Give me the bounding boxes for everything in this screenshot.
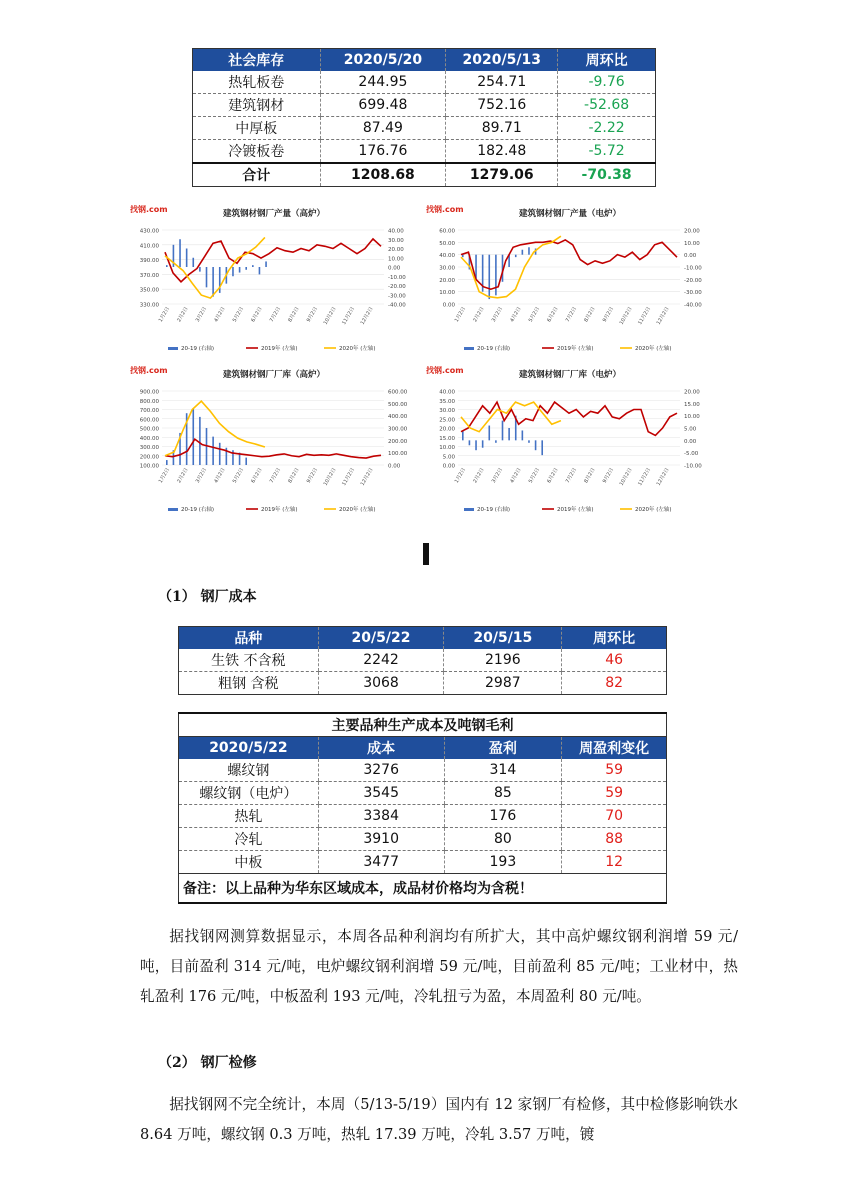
chart-title: 建筑钢材钢厂厂库（电炉） [518,370,622,380]
x-tick-label: 5月2日 [231,306,246,324]
table-row [179,672,667,695]
x-tick-label: 3月2日 [194,306,209,324]
table-header-row [179,737,667,760]
y-tick-label: 35.00 [439,398,455,405]
table-cell: 176 [444,805,562,828]
bar-mark [199,267,201,272]
y-tick-label: 200.00 [139,454,159,461]
table-cell: -9.76 [558,71,656,94]
inventory-table [192,48,656,187]
table-cell: 85 [444,782,562,805]
x-tick-label: 10月2日 [322,306,338,326]
table-total-row [193,163,656,187]
table-cell: 752.16 [446,94,558,117]
column-header: 20/5/22 [318,627,444,650]
y2-tick-label: 20.00 [388,247,404,253]
y2-tick-label: -30.00 [388,293,406,300]
table-row [179,759,667,782]
paragraph-profit: 据找钢网测算数据显示，本周各品种利润均有所扩大，其中高炉螺纹钢利润增 59 元/吨，目前盈利 314 元/吨，电炉螺纹钢利润增 59 元/吨，目前盈利 85 元/吨；工业材中，热轧盈利 176 元/吨，中板盈利 193 元/吨，冷轧扭亏为盈，本周盈利 80 元/吨。 [140,928,738,1005]
section-marker [423,543,429,565]
table-cell: 热轧板卷 [193,71,321,94]
x-tick-label: 8月2日 [583,306,597,324]
y-tick-label: 10.00 [439,290,455,297]
y-tick-label: 300.00 [139,445,159,451]
table-cell: 冷轧 [179,828,319,851]
y2-tick-label: 600.00 [388,389,408,396]
y-tick-label: 30.00 [439,265,455,272]
paragraph-maintenance: 据找钢网不完全统计，本周（5/13-5/19）国内有 12 家钢厂有检修，其中检修影响铁水 8.64 万吨，螺纹钢 0.3 万吨，热轧 17.39 万吨，冷轧 3.57 万吨，镀 [140,1096,738,1143]
x-tick-label: 6月2日 [250,467,264,485]
column-header: 周盈利变化 [562,737,667,760]
x-tick-label: 12月2日 [655,467,671,487]
bar-mark [239,267,241,273]
y-tick-label: 5.00 [442,454,455,461]
column-header: 2020/5/22 [179,737,319,760]
chart-svg [424,200,716,358]
legend-label-red: 2019年 (左轴) [557,507,594,513]
table-cell: 87.49 [320,117,446,140]
bar-mark [522,430,524,440]
table-cell: 314 [444,759,562,782]
x-tick-label: 10月2日 [618,306,634,326]
y2-tick-label: -20.00 [388,284,406,290]
table-row [193,140,656,164]
y-tick-label: 500.00 [139,426,159,433]
table-cell: 254.71 [446,71,558,94]
bar-mark [522,250,524,255]
table-cell: 3910 [318,828,444,851]
x-tick-label: 3月2日 [490,467,505,485]
x-tick-label: 11月2日 [341,306,357,326]
chart-blast-furnace-output [128,200,420,358]
x-tick-label: 6月2日 [546,306,560,324]
x-tick-label: 5月2日 [231,467,246,485]
bar-mark [166,265,168,267]
y-tick-label: 20.00 [439,277,455,284]
table-row [179,782,667,805]
chart-svg [128,200,420,358]
legend-label-bar: 20-19 (右轴) [477,346,511,352]
table-note: 备注：以上品种为华东区域成本，成品材价格均为含税！ [179,874,667,904]
x-tick-label: 2月2日 [176,306,190,324]
bar-mark [192,258,194,267]
y-tick-label: 60.00 [439,228,455,235]
bar-mark [245,458,247,465]
bar-mark [541,440,543,455]
table-row [193,94,656,117]
x-tick-label: 4月2日 [509,467,523,485]
y-tick-label: 410.00 [139,243,159,250]
bar-mark [488,426,490,441]
bar-mark [219,443,221,465]
table-row [179,805,667,828]
bar-mark [495,255,497,296]
x-tick-label: 7月2日 [564,467,579,485]
x-tick-label: 9月2日 [601,306,616,324]
bar-mark [206,267,208,287]
table-cell: 70 [562,805,667,828]
y2-tick-label: 400.00 [388,414,408,421]
x-tick-label: 9月2日 [305,467,320,485]
table-cell: 2242 [318,649,444,672]
table-cell: -2.22 [558,117,656,140]
y2-tick-label: 0.00 [388,265,401,272]
table-cell: 合计 [193,163,321,187]
x-tick-label: 8月2日 [287,306,301,324]
table-row [179,851,667,874]
chart-electric-furnace-output [424,200,716,358]
x-tick-label: 5月2日 [527,467,542,485]
legend-swatch-bar [464,347,474,350]
x-tick-label: 9月2日 [601,467,616,485]
bar-mark [482,440,484,447]
y-tick-label: 40.00 [439,389,455,396]
x-tick-label: 11月2日 [341,467,357,487]
y-tick-label: 430.00 [139,228,159,235]
line-2019 [165,439,381,458]
chart-title: 建筑钢材钢厂产量（高炉） [222,209,326,219]
table-cell: 46 [562,649,667,672]
x-tick-label: 1月2日 [157,467,172,485]
y-tick-label: 370.00 [139,272,159,279]
bar-mark [528,247,530,254]
y-tick-label: 40.00 [439,253,455,260]
x-tick-label: 10月2日 [618,467,634,487]
legend-label-red: 2019年 (左轴) [261,346,298,352]
table-cell: 88 [562,828,667,851]
chart-logo: 找钢.com [130,205,168,214]
legend-label-red: 2019年 (左轴) [261,507,298,513]
y-tick-label: 30.00 [439,408,455,414]
y-tick-label: 15.00 [439,435,455,442]
table-cell: 1279.06 [446,163,558,187]
y-tick-label: 10.00 [439,445,455,451]
y2-tick-label: 0.00 [684,253,697,260]
bar-mark [252,265,254,267]
x-tick-label: 2月2日 [176,467,190,485]
y2-tick-label: -40.00 [684,302,702,309]
bar-mark [469,440,471,445]
x-tick-label: 12月2日 [655,306,671,326]
chart-title: 建筑钢材钢厂产量（电炉） [518,209,622,219]
legend-swatch-bar [464,508,474,511]
table-title: 主要品种生产成本及吨钢毛利 [179,713,667,737]
table-cell: 螺纹钢（电炉） [179,782,319,805]
x-tick-label: 5月2日 [527,306,542,324]
table-row [179,649,667,672]
y-tick-label: 700.00 [139,408,159,414]
y2-tick-label: -30.00 [684,290,702,297]
bar-mark [535,440,537,450]
x-tick-label: 7月2日 [268,306,283,324]
bar-mark [265,261,267,267]
column-header: 2020/5/20 [320,49,446,72]
legend-label-bar: 20-19 (右轴) [477,507,511,513]
section-title-cost: （1） 钢厂成本 [158,589,257,605]
x-tick-label: 7月2日 [564,306,579,324]
y2-tick-label: 500.00 [388,401,408,408]
table-cell: 59 [562,759,667,782]
table-title-row [179,713,667,737]
y-tick-label: 50.00 [439,240,455,247]
legend-swatch-bar [168,347,178,350]
bar-mark [495,440,497,442]
x-tick-label: 4月2日 [213,306,227,324]
y2-tick-label: 15.00 [684,401,700,408]
y-tick-label: 20.00 [439,426,455,433]
y2-tick-label: 10.00 [388,256,404,263]
y2-tick-label: 10.00 [684,240,700,247]
y-tick-label: 390.00 [139,258,159,265]
margin-table [178,712,667,904]
x-tick-label: 2月2日 [472,467,486,485]
table-row [193,71,656,94]
y-tick-label: 0.00 [442,463,455,470]
table-cell: 59 [562,782,667,805]
x-tick-label: 8月2日 [287,467,301,485]
x-tick-label: 4月2日 [509,306,523,324]
table-cell: 80 [444,828,562,851]
table-cell: 1208.68 [320,163,446,187]
y2-tick-label: 0.00 [684,438,697,445]
y2-tick-label: 10.00 [684,414,700,421]
bar-mark [186,249,188,268]
line-2019 [165,239,381,282]
column-header: 周环比 [558,49,656,72]
bar-mark [245,267,247,270]
table-cell: 89.71 [446,117,558,140]
x-tick-label: 12月2日 [359,306,375,326]
column-header: 2020/5/13 [446,49,558,72]
y2-tick-label: 200.00 [388,438,408,445]
y-tick-label: 350.00 [139,287,159,294]
bar-mark [259,267,261,274]
y2-tick-label: -40.00 [388,302,406,309]
y2-tick-label: 5.00 [684,426,697,433]
table-cell: 中厚板 [193,117,321,140]
chart-logo: 找钢.com [130,366,168,375]
y-tick-label: 600.00 [139,417,159,424]
table-cell: 热轧 [179,805,319,828]
table-cell: 粗钢 含税 [179,672,319,695]
column-header: 品种 [179,627,319,650]
legend-swatch-bar [168,508,178,511]
table-cell: 82 [562,672,667,695]
bar-mark [179,239,181,267]
x-tick-label: 1月2日 [453,306,468,324]
x-tick-label: 11月2日 [637,467,653,487]
y2-tick-label: 20.00 [684,228,700,235]
chart-svg [128,361,420,519]
legend-label-bar: 20-19 (右轴) [181,507,215,513]
legend-label-yellow: 2020年 (左轴) [635,346,672,352]
bar-mark [528,440,530,442]
bar-mark [212,437,214,465]
table-cell: 建筑钢材 [193,94,321,117]
y2-tick-label: 20.00 [684,389,700,396]
chart-title: 建筑钢材钢厂厂库（高炉） [222,370,326,380]
x-tick-label: 1月2日 [157,306,172,324]
y-tick-label: 800.00 [139,398,159,405]
column-header: 周环比 [562,627,667,650]
column-header: 20/5/15 [444,627,562,650]
legend-label-yellow: 2020年 (左轴) [635,507,672,513]
x-tick-label: 12月2日 [359,467,375,487]
x-tick-label: 4月2日 [213,467,227,485]
legend-label-yellow: 2020年 (左轴) [339,507,376,513]
y-tick-label: 400.00 [139,435,159,442]
table-note-row [179,874,667,904]
table-cell: 中板 [179,851,319,874]
y2-tick-label: 30.00 [388,237,404,244]
chart-svg [424,361,716,519]
table-cell: 螺纹钢 [179,759,319,782]
y2-tick-label: 40.00 [388,228,404,235]
table-cell: -70.38 [558,163,656,187]
y2-tick-label: -10.00 [684,265,702,272]
column-header: 成本 [318,737,444,760]
x-tick-label: 6月2日 [250,306,264,324]
x-tick-label: 7月2日 [268,467,283,485]
table-cell: 182.48 [446,140,558,164]
bar-mark [515,255,517,257]
y-tick-label: 900.00 [139,389,159,396]
x-tick-label: 11月2日 [637,306,653,326]
table-cell: -5.72 [558,140,656,164]
chart-logo: 找钢.com [426,205,464,214]
bar-mark [232,267,234,276]
bar-mark [166,460,168,465]
table-cell: 3545 [318,782,444,805]
legend-label-red: 2019年 (左轴) [557,346,594,352]
cost-table [178,626,667,695]
legend-label-yellow: 2020年 (左轴) [339,346,376,352]
bar-mark [199,417,201,465]
y-tick-label: 0.00 [442,302,455,309]
table-cell: 3276 [318,759,444,782]
table-cell: 193 [444,851,562,874]
table-cell: 2196 [444,649,562,672]
y2-tick-label: -20.00 [684,277,702,284]
x-tick-label: 1月2日 [453,467,468,485]
y-tick-label: 25.00 [439,417,455,424]
line-2019 [461,240,677,289]
table-cell: 244.95 [320,71,446,94]
table-cell: 3384 [318,805,444,828]
x-tick-label: 6月2日 [546,467,560,485]
table-cell: 2987 [444,672,562,695]
y2-tick-label: -10.00 [388,274,406,281]
bar-mark [488,255,490,299]
x-tick-label: 3月2日 [194,467,209,485]
x-tick-label: 9月2日 [305,306,320,324]
table-cell: -52.68 [558,94,656,117]
y2-tick-label: -5.00 [684,451,699,458]
y-tick-label: 100.00 [139,463,159,470]
legend-label-bar: 20-19 (右轴) [181,346,215,352]
x-tick-label: 8月2日 [583,467,597,485]
y2-tick-label: -10.00 [684,463,702,470]
chart-logo: 找钢.com [426,366,464,375]
column-header: 社会库存 [193,49,321,72]
bar-mark [192,408,194,465]
y2-tick-label: 300.00 [388,426,408,433]
section-title-maintenance: （2） 钢厂检修 [158,1055,257,1071]
table-header-row [179,627,667,650]
x-tick-label: 3月2日 [490,306,505,324]
table-row [179,828,667,851]
table-cell: 3068 [318,672,444,695]
table-cell: 176.76 [320,140,446,164]
x-tick-label: 2月2日 [472,306,486,324]
table-header-row [193,49,656,72]
table-cell: 3477 [318,851,444,874]
y2-tick-label: 0.00 [388,463,401,470]
x-tick-label: 10月2日 [322,467,338,487]
bar-mark [502,421,504,441]
chart-electric-furnace-inventory [424,361,716,519]
y-tick-label: 330.00 [139,302,159,309]
bar-mark [212,267,214,297]
chart-blast-furnace-inventory [128,361,420,519]
bar-mark [475,440,477,450]
column-header: 盈利 [444,737,562,760]
table-cell: 冷镀板卷 [193,140,321,164]
y2-tick-label: 100.00 [388,451,408,458]
table-cell: 生铁 不含税 [179,649,319,672]
table-cell: 12 [562,851,667,874]
bar-mark [508,428,510,440]
table-cell: 699.48 [320,94,446,117]
table-row [193,117,656,140]
